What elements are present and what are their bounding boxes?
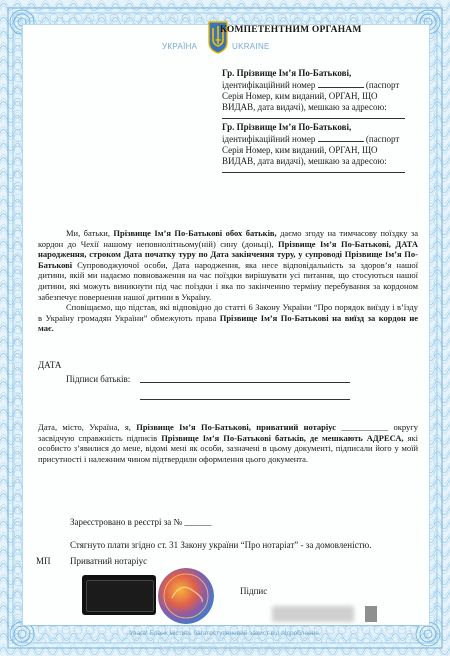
emblem-label-en: UKRAINE — [232, 42, 270, 51]
security-footer-note: Увага! Бланк містить багатоступеневий захист від підроблення. — [129, 630, 321, 637]
parent-2-block — [222, 122, 412, 167]
date-label: ДАТА — [38, 360, 62, 370]
parent-1-address-line — [222, 118, 405, 119]
notary-title: Приватний нотаріус — [70, 556, 148, 566]
parent-1-passport: Серія Номер, ким виданий, ОРГАН, ЩО — [222, 91, 378, 101]
parent-2-id-line: ідентифікаційний номер (паспорт — [222, 134, 400, 144]
hologram-seal-icon — [158, 568, 214, 624]
consent-paragraph: Ми, батьки, Прізвище Ім’я По-Батькові обох батьків, даємо згоду на тимчасову поїздку за кордон до Чехії нашому неповнолітньому(ній) сину (доньці), Прізвище Ім’я По-Батькові, ДАТА народження, строком Дата початку туру по Дата закінчення туру, у супроводі Прізвище Ім’я По-Батькові Супроводжуючої особи, Дата народження, яка несе відповідальність за здоров’я нашої дитини, якій ми надаємо повноваження на час поїздки вирішувати усі питання, що стосуються нашої дитини, які можуть виникнути під час поїздки і яка по закінченню терміну перебування за кордоном забезпечує повернення нашої дитини в Україну. Сповіщаємо, що підстав, які відповідно до статті 6 Закону України “Про порядок виїзду і в’їзду в Україну громадян України” обмежують права Прізвище Ім’я По-Батькові на виїзд за кордон не має. — [38, 228, 419, 334]
serial-marker — [365, 606, 377, 622]
parent-2-issued: ВИДАВ, дата видачі), мешкаю за адресою: — [222, 156, 387, 166]
parent-2-id-field — [318, 133, 364, 142]
emblem-label-ua: УКРАЇНА — [162, 42, 198, 51]
addressee-heading: КОМПЕТЕНТНИМ ОРГАНАМ — [220, 25, 362, 35]
parent-2-address-line — [222, 172, 405, 173]
parents-signature-line-2 — [140, 399, 350, 400]
ministry-footer: МІНІСТЕРСТВО ЮСТИЦІЇ УКРАЇНИ — [160, 646, 290, 653]
parent-1-name: Гр. Прізвище Ім’я По-Батькові, — [222, 68, 352, 78]
signature-label: Підпис — [240, 586, 268, 596]
fee-note: Стягнуто плати згідно ст. 31 Закону україни “Про нотаріат” - за домовленістю. — [70, 540, 372, 550]
mp-label: МП — [36, 556, 51, 566]
registry-number: Зареєстровано в реєстрі за № ______ — [70, 517, 212, 527]
parent-1-id-line: ідентифікаційний номер (паспорт — [222, 80, 400, 90]
parent-1-id-field — [318, 79, 364, 88]
footer-divider — [30, 625, 420, 626]
parent-2-name: Гр. Прізвище Ім’я По-Батькові, — [222, 122, 352, 132]
parent-1-issued: ВИДАВ, дата видачі), мешкаю за адресою: — [222, 102, 387, 112]
parents-signatures-label: Підписи батьків: — [66, 374, 131, 384]
parents-signature-line-1 — [140, 382, 350, 383]
redacted-signature — [272, 606, 354, 622]
notary-certification: Дата, місто, Україна, я, Прізвище Ім’я По-Батькові, приватний нотаріус ___________ округу засвідчую справжність підписів Прізвище Ім’я По-Батькові батьків, де мешкають АДРЕСА, які особисто з’явилися до мене, відомі мені як особи, зазначені в цьому документі, підписали його у моїй присутності і належним чином підтвердили оформлення цього документа. — [38, 422, 418, 464]
parent-2-passport: Серія Номер, ким виданий, ОРГАН, ЩО — [222, 145, 378, 155]
parent-1-block — [222, 68, 412, 113]
notary-stamp-inner — [86, 580, 154, 612]
